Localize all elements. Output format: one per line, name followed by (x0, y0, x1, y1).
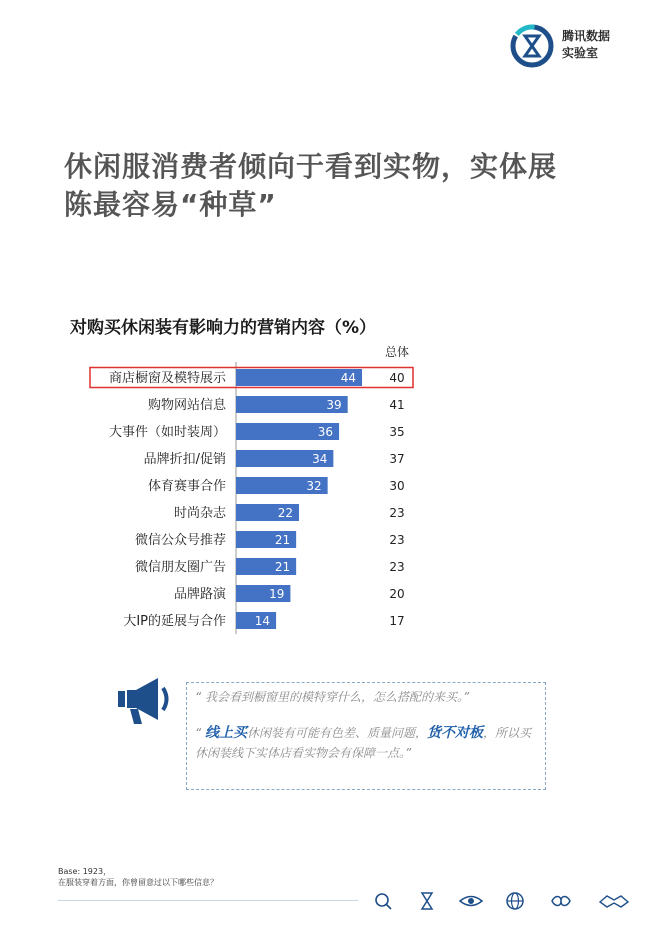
bar-value-label: 39 (326, 398, 342, 412)
quote-1: “ 我会看到橱窗里的模特穿什么，怎么搭配的来买。” (195, 690, 470, 704)
bar-value-label: 34 (312, 452, 328, 466)
bar-value-label: 14 (254, 614, 271, 628)
category-label: 微信公众号推荐 (134, 533, 226, 548)
total-value: 37 (389, 452, 405, 466)
globe-icon (507, 893, 523, 909)
handshake-icon (600, 896, 628, 907)
search-icon (376, 894, 391, 909)
bar-value-label: 22 (277, 506, 293, 520)
total-value: 35 (389, 425, 405, 439)
footnote-base: Base: 1923， (58, 867, 112, 876)
total-value: 41 (389, 398, 405, 412)
eye-icon (460, 897, 482, 906)
headline-line1: 休闲服消费者倾向于看到实物，实体展 (64, 150, 558, 183)
bar-chart (0, 360, 660, 640)
category-label: 微信朋友圈广告 (134, 560, 226, 575)
footnote-question: 在服装穿着方面，你曾留意过以下哪些信息？ (58, 878, 218, 887)
quote-2-end: ，所以买休闲装线下实体店看实物会有保障一点。” (195, 726, 532, 760)
total-value: 30 (389, 479, 405, 493)
category-label: 品牌路演 (173, 587, 226, 602)
page-headline (64, 148, 634, 224)
megaphone-icon (116, 674, 178, 726)
category-label: 体育赛事合作 (147, 479, 226, 494)
logo-line2: 实验室 (562, 46, 599, 60)
category-label: 商店橱窗及模特展示 (108, 371, 226, 386)
bar-value-label: 36 (317, 425, 334, 439)
quote-2 (195, 723, 535, 763)
total-value: 23 (389, 533, 405, 547)
quote-2-highlight-mismatch: 货不对板 (427, 725, 484, 741)
quote-2-middle: 休闲装有可能有色差、质量问题， (247, 726, 428, 740)
category-label: 大IP的延展与合作 (123, 614, 226, 629)
total-column-header: 总体 (385, 345, 410, 359)
bar-value-label: 21 (274, 560, 291, 574)
bar-value-label: 32 (306, 479, 322, 493)
total-value: 23 (389, 560, 405, 574)
bar-value-label: 44 (340, 371, 356, 385)
bar-value-label: 19 (269, 587, 285, 601)
total-value: 20 (389, 587, 405, 601)
logo-line1: 腾讯数据 (562, 29, 611, 43)
total-value: 17 (389, 614, 405, 628)
footnote (58, 866, 218, 888)
category-label: 购物网站信息 (147, 398, 226, 413)
infinity-icon (552, 897, 570, 906)
headline-line2: 陈最容易“种草” (64, 188, 277, 221)
quote-2-highlight-online: 线上买 (205, 725, 248, 741)
category-label: 大事件（如时装周） (108, 425, 226, 440)
chart-title: 对购买休闲装有影响力的营销内容（%） (70, 318, 377, 338)
hourglass-icon (422, 893, 432, 909)
total-value: 23 (389, 506, 405, 520)
total-value: 40 (389, 371, 405, 385)
category-label: 时尚杂志 (173, 506, 226, 521)
logo (508, 22, 648, 72)
footer-divider (58, 900, 358, 901)
logo-icon (508, 22, 556, 70)
bar-value-label: 21 (274, 533, 291, 547)
footer-icons (372, 890, 642, 912)
quote-2-open: “ (195, 726, 206, 740)
category-label: 品牌折扣/促销 (143, 452, 226, 467)
